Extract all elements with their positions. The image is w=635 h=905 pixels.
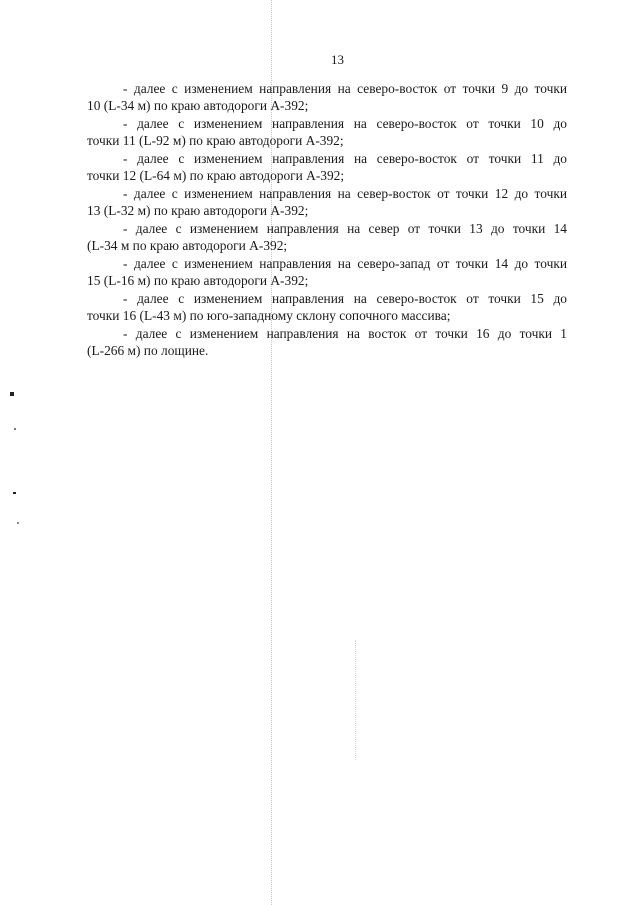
paragraph-line: (L-266 м) по лощине.	[87, 343, 209, 359]
paragraph	[87, 150, 567, 184]
paragraph-line: - далее с изменением направления на северо-запад от точки 14 до точки	[123, 256, 567, 271]
scan-speck	[13, 492, 16, 494]
paragraph	[87, 115, 567, 149]
paragraph	[87, 255, 567, 289]
document-body	[87, 80, 567, 360]
scan-speck	[10, 392, 14, 396]
paragraph-line: 10 (L-34 м) по краю автодороги А-392;	[87, 98, 309, 114]
scan-artifact-line	[355, 640, 356, 760]
paragraph-line: 15 (L-16 м) по краю автодороги А-392;	[87, 273, 309, 289]
paragraph-line: точки 16 (L-43 м) по юго-западному склону сопочного массива;	[87, 308, 451, 324]
paragraph-line: 13 (L-32 м) по краю автодороги А-392;	[87, 203, 309, 219]
paragraph-line: - далее с изменением направления на север от точки 13 до точки 14	[123, 221, 567, 236]
paragraph	[87, 80, 567, 114]
paragraph	[87, 220, 567, 254]
paragraph-line: - далее с изменением направления на северо-восток от точки 9 до точки	[123, 81, 567, 96]
scan-speck	[17, 522, 19, 524]
paragraph-line: - далее с изменением направления на северо-восток от точки 10 до	[123, 116, 567, 131]
paragraph-line: точки 11 (L-92 м) по краю автодороги А-392;	[87, 133, 344, 149]
paragraph-line: - далее с изменением направления на восток от точки 16 до точки 1	[123, 326, 567, 341]
paragraph-line: - далее с изменением направления на северо-восток от точки 15 до	[123, 291, 567, 306]
paragraph-line: (L-34 м по краю автодороги А-392;	[87, 238, 288, 254]
paragraph-line: - далее с изменением направления на север-восток от точки 12 до точки	[123, 186, 567, 201]
paragraph	[87, 290, 567, 324]
paragraph	[87, 185, 567, 219]
paragraph-line: - далее с изменением направления на северо-восток от точки 11 до	[123, 151, 567, 166]
page-number: 13	[331, 52, 344, 67]
scan-speck	[14, 428, 16, 430]
paragraph	[87, 325, 567, 359]
paragraph-line: точки 12 (L-64 м) по краю автодороги А-392;	[87, 168, 345, 184]
